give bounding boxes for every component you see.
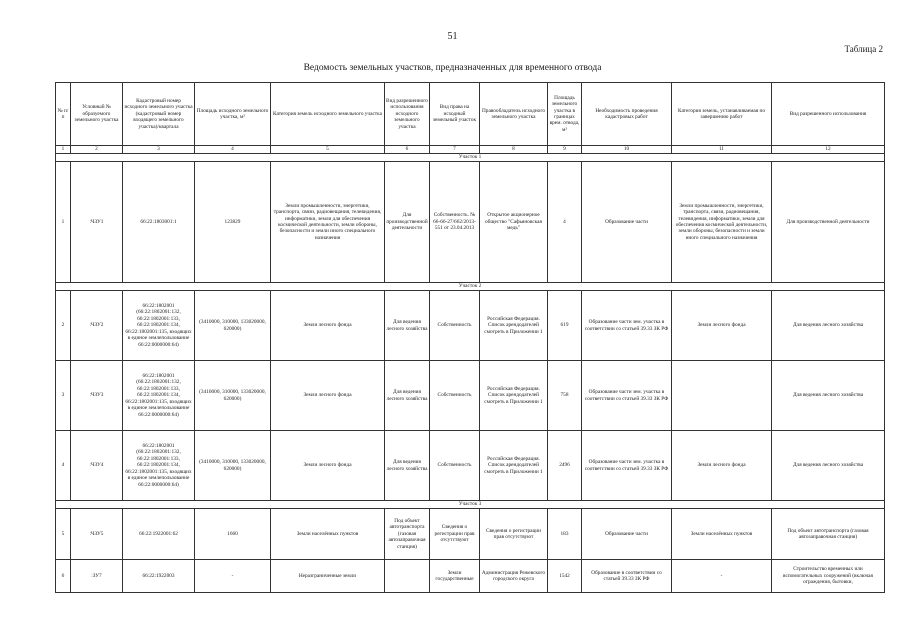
section-row <box>56 501 885 509</box>
row-number: 4 <box>56 431 71 501</box>
ownership-right: Собственность <box>430 291 480 361</box>
row-number: 6 <box>56 560 71 593</box>
new-land-category: Земли лесного фонда <box>672 291 772 361</box>
ownership-right: Земли государственные <box>430 560 480 593</box>
new-permitted-use: Строительство временных или вспомогательных сооружений (включая ограждения, бытовки, <box>772 560 885 593</box>
new-permitted-use: Для ведения лесного хозяйства <box>772 361 885 431</box>
column-number: 3 <box>123 146 195 154</box>
column-header: Условный № образуемого земельного участка <box>71 83 123 146</box>
document-title: Ведомость земельных участков, предназначенных для временного отвода <box>303 63 602 73</box>
land-plots-table <box>55 82 885 593</box>
source-area: (3410000, 310000, 133020000, 620000) <box>195 431 271 501</box>
section-label: Участок 1 <box>56 154 885 162</box>
column-header: Вид права на исходный земельный участок <box>430 83 480 146</box>
new-permitted-use: Для ведения лесного хозяйства <box>772 431 885 501</box>
source-area: (3410000, 310000, 133020000, 620000) <box>195 361 271 431</box>
plot-id: :ЗУ7 <box>71 560 123 593</box>
table-row <box>56 291 885 361</box>
cadastral-works: Образование в соответствии со статьей 39.33 ЗК РФ <box>582 560 672 593</box>
cadastral-number: 66:22:1922003 <box>123 560 195 593</box>
plot-id: :ЧЗУ3 <box>71 361 123 431</box>
row-number: 3 <box>56 361 71 431</box>
column-header: Необходимость проведения кадастровых работ <box>582 83 672 146</box>
column-number: 10 <box>582 146 672 154</box>
table-row <box>56 431 885 501</box>
column-number: 2 <box>71 146 123 154</box>
table-row <box>56 361 885 431</box>
permitted-use: Для ведения лесного хозяйства <box>385 361 430 431</box>
cadastral-number: 66:22:1802001 (66:22:1802001:132, 66:22:1802001:133, 66:22:1802001:134, 66:22:1802001:135, входящих в единое землепользование 66:22:0000000:64) <box>123 431 195 501</box>
cadastral-number: 66:22:1803001:1 <box>123 162 195 283</box>
new-land-category: Земли промышленности, энергетики, транспорта, связи, радиовещания, телевидения, информатики, земли для обеспечения космической деятельности, земли обороны, безопасности и земли иного специального назначения <box>672 162 772 283</box>
permitted-use: Для производственной деятельности <box>385 162 430 283</box>
cadastral-works: Образование части <box>582 162 672 283</box>
right-holder: Администрация Режевского городского округа <box>480 560 548 593</box>
section-label: Участок 3 <box>56 501 885 509</box>
table-label: Таблица 2 <box>844 44 883 54</box>
column-header: Вид разрешенного использования <box>772 83 885 146</box>
new-land-category <box>672 361 772 431</box>
ownership-right: Сведения о регистрации прав отсутствуют <box>430 509 480 560</box>
new-permitted-use: Для ведения лесного хозяйства <box>772 291 885 361</box>
table-row <box>56 509 885 560</box>
temporary-area: 758 <box>548 361 582 431</box>
plot-id: :ЧЗУ2 <box>71 291 123 361</box>
section-label: Участок 2 <box>56 283 885 291</box>
column-header: Площадь земельного участка в границах врем. отвода, м² <box>548 83 582 146</box>
header-row <box>56 83 885 146</box>
cadastral-works: Образование части зем. участка в соответствии со статьей 39.33 ЗК РФ <box>582 291 672 361</box>
ownership-right: Собственность. № 66-66-27/662/2013-551 от 23.04.2013 <box>430 162 480 283</box>
row-number: 5 <box>56 509 71 560</box>
source-area: - <box>195 560 271 593</box>
column-number: 7 <box>430 146 480 154</box>
column-header: Категория земель, устанавливаемая по завершению работ <box>672 83 772 146</box>
cadastral-works: Образование части зем. участка в соответствии со статьей 39.33 ЗК РФ <box>582 431 672 501</box>
column-number: 9 <box>548 146 582 154</box>
section-row <box>56 283 885 291</box>
column-number: 4 <box>195 146 271 154</box>
column-header: Кадастровый номер исходного земельного участка (кадастровый номер входящего земельного участка)/квартала <box>123 83 195 146</box>
plot-id: :ЧЗУ1 <box>71 162 123 283</box>
source-area: 123829 <box>195 162 271 283</box>
column-header: Категория земель исходного земельного участка <box>271 83 385 146</box>
temporary-area: 4 <box>548 162 582 283</box>
column-header: Площадь исходного земельного участка, м² <box>195 83 271 146</box>
source-area: (3410000, 310000, 133020000, 620000) <box>195 291 271 361</box>
land-category: Земли лесного фонда <box>271 291 385 361</box>
column-header: № п/п <box>56 83 71 146</box>
column-number: 8 <box>480 146 548 154</box>
column-number: 5 <box>271 146 385 154</box>
cadastral-number: 66:22:1802001 (66:22:1802001:132, 66:22:1802001:133, 66:22:1802001:134, 66:22:1802001:135, входящих в единое землепользование 66:22:0000000:64) <box>123 361 195 431</box>
permitted-use: Для ведения лесного хозяйства <box>385 291 430 361</box>
land-category: Земли лесного фонда <box>271 431 385 501</box>
column-number-row <box>56 146 885 154</box>
permitted-use <box>385 560 430 593</box>
table-row <box>56 560 885 593</box>
row-number: 2 <box>56 291 71 361</box>
land-category: Земли населённых пунктов <box>271 509 385 560</box>
column-number: 12 <box>772 146 885 154</box>
right-holder: Российская Федерация. Список арендодателей смотреть в Приложении 1 <box>480 291 548 361</box>
plot-id: :ЧЗУ5 <box>71 509 123 560</box>
cadastral-works: Образование части зем. участка в соответствии со статьей 39.33 ЗК РФ <box>582 361 672 431</box>
land-category: Земли промышленности, энергетики, транспорта, связи, радиовещания, телевидения, информатики, земли для обеспечения космической деятельности, земли обороны, безопасности и земли иного специального назначения <box>271 162 385 283</box>
cadastral-number: 66:22:1802001 (66:22:1802001:132, 66:22:1802001:133, 66:22:1802001:134, 66:22:1802001:135, входящих в единое землепользование 66:22:0000000:64) <box>123 291 195 361</box>
cadastral-number: 66:22:1922001:62 <box>123 509 195 560</box>
ownership-right: Собственность <box>430 431 480 501</box>
column-header: Вид разрешенного использования исходного земельного участка <box>385 83 430 146</box>
column-number: 6 <box>385 146 430 154</box>
new-permitted-use: Под объект автотранспорта (газовая автозаправочная станция) <box>772 509 885 560</box>
plot-id: :ЧЗУ4 <box>71 431 123 501</box>
section-row <box>56 154 885 162</box>
temporary-area: 183 <box>548 509 582 560</box>
column-header: Правообладатель исходного земельного участка <box>480 83 548 146</box>
table-row <box>56 162 885 283</box>
new-land-category: - <box>672 560 772 593</box>
right-holder: Сведения о регистрации прав отсутствуют <box>480 509 548 560</box>
temporary-area: 2496 <box>548 431 582 501</box>
page-number: 51 <box>447 31 458 42</box>
row-number: 1 <box>56 162 71 283</box>
source-area: 1660 <box>195 509 271 560</box>
land-category: Земли лесного фонда <box>271 361 385 431</box>
cadastral-works: Образование части <box>582 509 672 560</box>
right-holder: Российская Федерация. Список арендодателей смотреть в Приложении 1 <box>480 431 548 501</box>
right-holder: Открытое акционерное общество "Сафьяновская медь" <box>480 162 548 283</box>
permitted-use: Под объект автотранспорта (газовая автозаправочная станция) <box>385 509 430 560</box>
permitted-use: Для ведения лесного хозяйства <box>385 431 430 501</box>
new-permitted-use: Для производственной деятельности <box>772 162 885 283</box>
temporary-area: 619 <box>548 291 582 361</box>
new-land-category: Земли лесного фонда <box>672 431 772 501</box>
new-land-category: Земли населённых пунктов <box>672 509 772 560</box>
land-category: Неразграниченные земли <box>271 560 385 593</box>
ownership-right: Собственность <box>430 361 480 431</box>
column-number: 1 <box>56 146 71 154</box>
column-number: 11 <box>672 146 772 154</box>
temporary-area: 1542 <box>548 560 582 593</box>
right-holder: Российская Федерация. Список арендодателей смотреть в Приложении 1 <box>480 361 548 431</box>
